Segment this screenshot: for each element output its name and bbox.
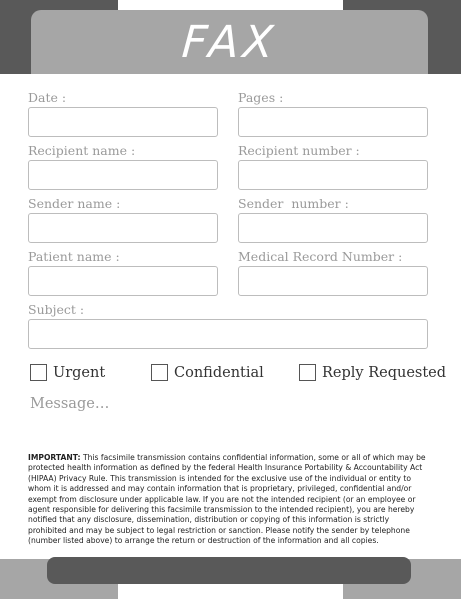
notice-heading: IMPORTANT: [28,453,81,462]
reply-requested-label: Reply Requested [322,364,447,381]
reply-requested-checkbox[interactable] [299,364,316,381]
recipient-number-input[interactable] [238,160,428,190]
confidentiality-notice [28,453,430,547]
pages-label: Pages : [238,90,284,105]
confidential-checkbox[interactable] [151,364,168,381]
notice-body: This facsimile transmission contains confidential information, some or all of which may be protected health information as defined by the federal Health Insurance Portability & Accountability Act (HIPAA) Privacy Rule. This transmission is intended for the exclusive use of the individual or entity to whom it is addressed and may contain information that is proprietary, privileged, confidential and/or exempt from disclosure under applicable law. If you are not the intended recipient (or an employee or agent responsible for delivering this facsimile transmission to the intended recipient), you are hereby notified that any disclosure, dissemination, distribution or copying of this information is strictly prohibited and may be subject to legal restriction or sanction. Please notify the sender by telephone (number listed above) to arrange the return or destruction of the information and all copies. [28,453,426,546]
urgent-option[interactable] [30,364,105,381]
subject-label: Subject : [28,302,85,317]
fax-title: FAX [180,16,279,68]
patient-name-input[interactable] [28,266,218,296]
sender-number-label: Sender number : [238,196,349,211]
message-area[interactable]: Message… [30,396,110,412]
urgent-label: Urgent [53,364,106,381]
sender-name-input[interactable] [28,213,218,243]
confidential-option[interactable] [151,364,264,381]
patient-name-label: Patient name : [28,249,120,264]
date-label: Date : [28,90,67,105]
date-input[interactable] [28,107,218,137]
confidential-label: Confidential [174,364,264,381]
sender-number-input[interactable] [238,213,428,243]
pages-input[interactable] [238,107,428,137]
recipient-name-input[interactable] [28,160,218,190]
sender-name-label: Sender name : [28,196,121,211]
recipient-name-label: Recipient name : [28,143,136,158]
medical-record-number-label: Medical Record Number : [238,249,403,264]
subject-input[interactable] [28,319,428,349]
recipient-number-label: Recipient number : [238,143,360,158]
medical-record-number-input[interactable] [238,266,428,296]
footer-bar [47,557,411,584]
reply-requested-option[interactable] [299,364,446,381]
fax-header [31,10,428,74]
urgent-checkbox[interactable] [30,364,47,381]
